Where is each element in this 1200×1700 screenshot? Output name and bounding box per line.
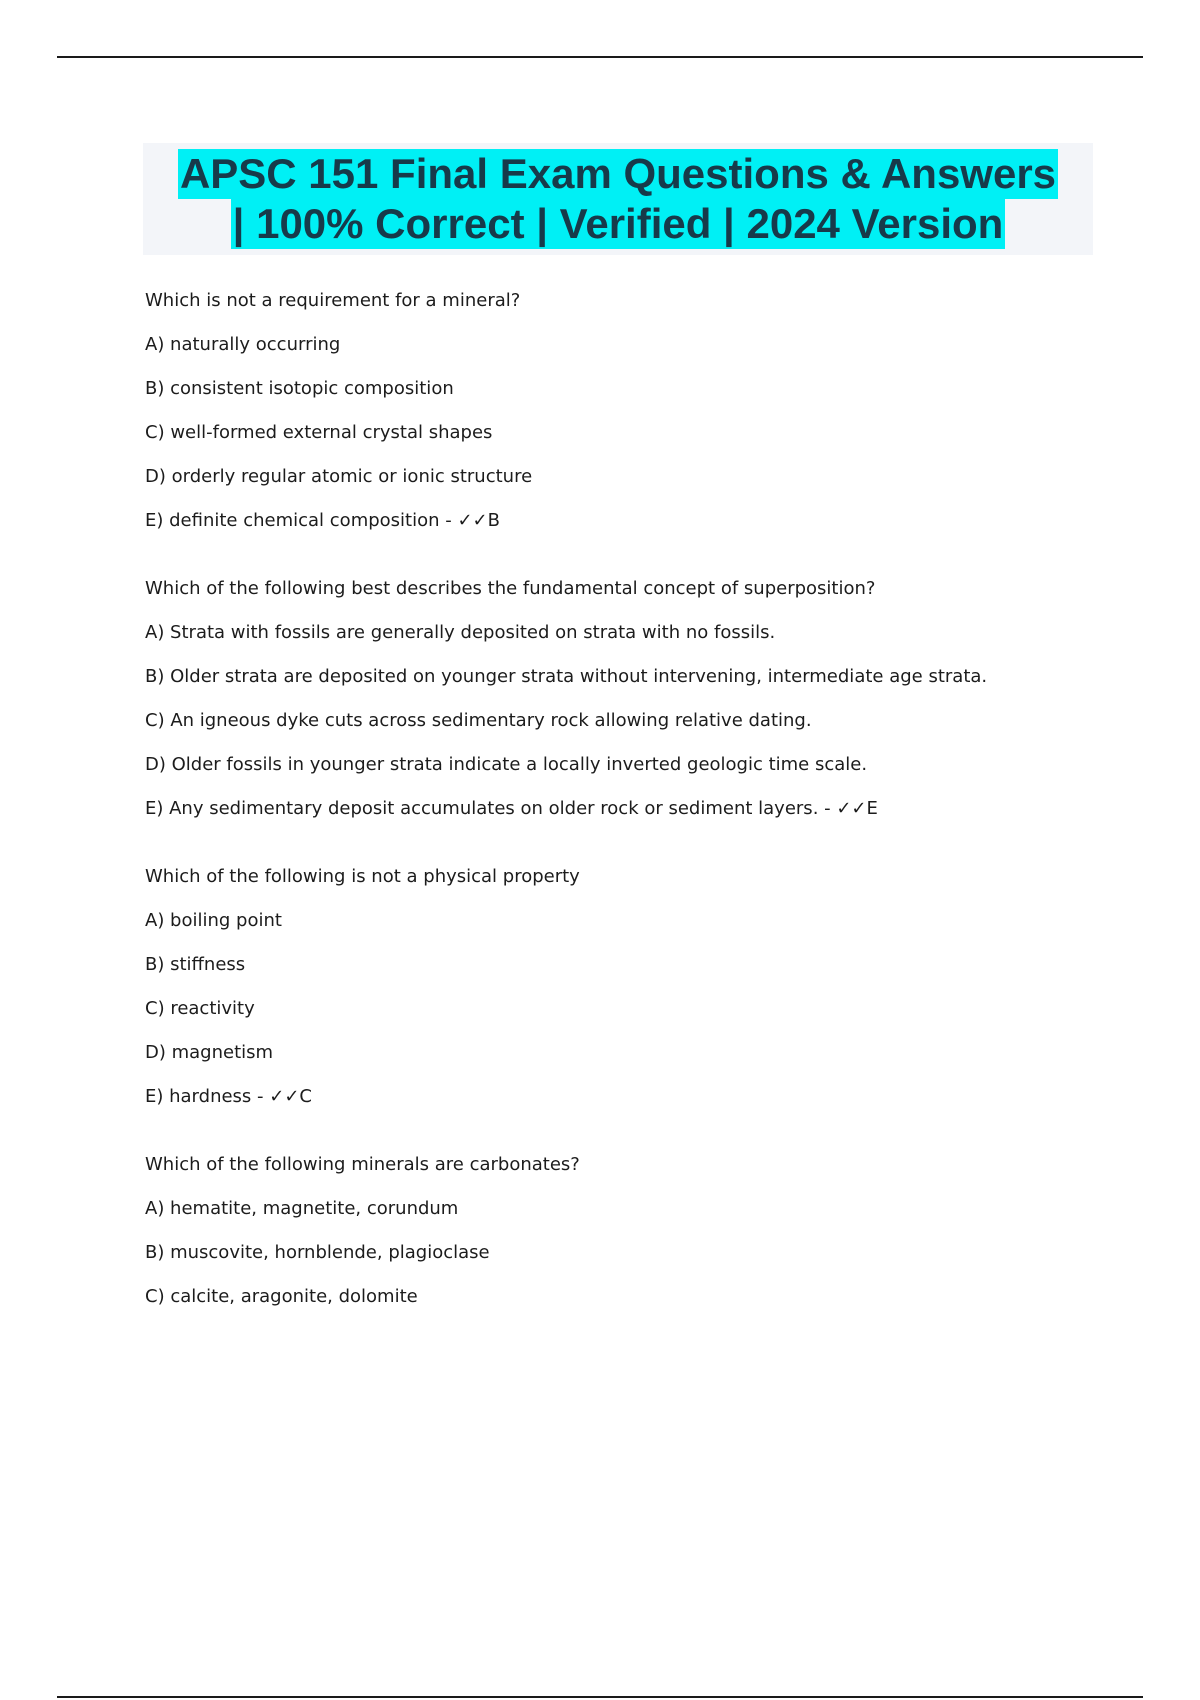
question-4 [145,1154,1145,1308]
option-c: C) calcite, aragonite, dolomite [145,1286,418,1307]
option-c: C) well-formed external crystal shapes [145,422,493,443]
option-b: B) muscovite, hornblende, plagioclase [145,1242,490,1263]
question-2 [145,578,1145,820]
option-d: D) orderly regular atomic or ionic structure [145,466,533,487]
option-a: A) hematite, magnetite, corundum [145,1198,459,1219]
top-rule [57,56,1143,58]
question-3 [145,866,1145,1108]
title-line-2: | 100% Correct | Verified | 2024 Version [232,200,1004,247]
option-d: D) Older fossils in younger strata indicate a locally inverted geologic time scale. [145,754,868,775]
option-a: A) boiling point [145,910,282,931]
option-c: C) An igneous dyke cuts across sedimentary rock allowing relative dating. [145,710,812,731]
bottom-rule [57,1696,1143,1698]
question-text: Which of the following minerals are carbonates? [145,1154,580,1175]
title-line-1: APSC 151 Final Exam Questions & Answers [179,150,1057,197]
option-b: B) Older strata are deposited on younger strata without intervening, intermediate age strata. [145,666,988,687]
option-d: D) magnetism [145,1042,274,1063]
option-a: A) Strata with fossils are generally deposited on strata with no fossils. [145,622,776,643]
document-title [143,143,1093,255]
question-text: Which of the following is not a physical property [145,866,580,887]
option-b: B) stiffness [145,954,246,975]
option-b: B) consistent isotopic composition [145,378,454,399]
option-a: A) naturally occurring [145,334,341,355]
option-e-with-answer: E) Any sedimentary deposit accumulates on older rock or sediment layers. - ✓✓E [145,798,878,819]
question-text: Which of the following best describes the fundamental concept of superposition? [145,578,876,599]
option-e-with-answer: E) hardness - ✓✓C [145,1086,312,1107]
question-1 [145,290,1145,532]
option-c: C) reactivity [145,998,255,1019]
option-e-with-answer: E) definite chemical composition - ✓✓B [145,510,500,531]
question-text: Which is not a requirement for a mineral? [145,290,521,311]
question-list [145,290,1145,1354]
